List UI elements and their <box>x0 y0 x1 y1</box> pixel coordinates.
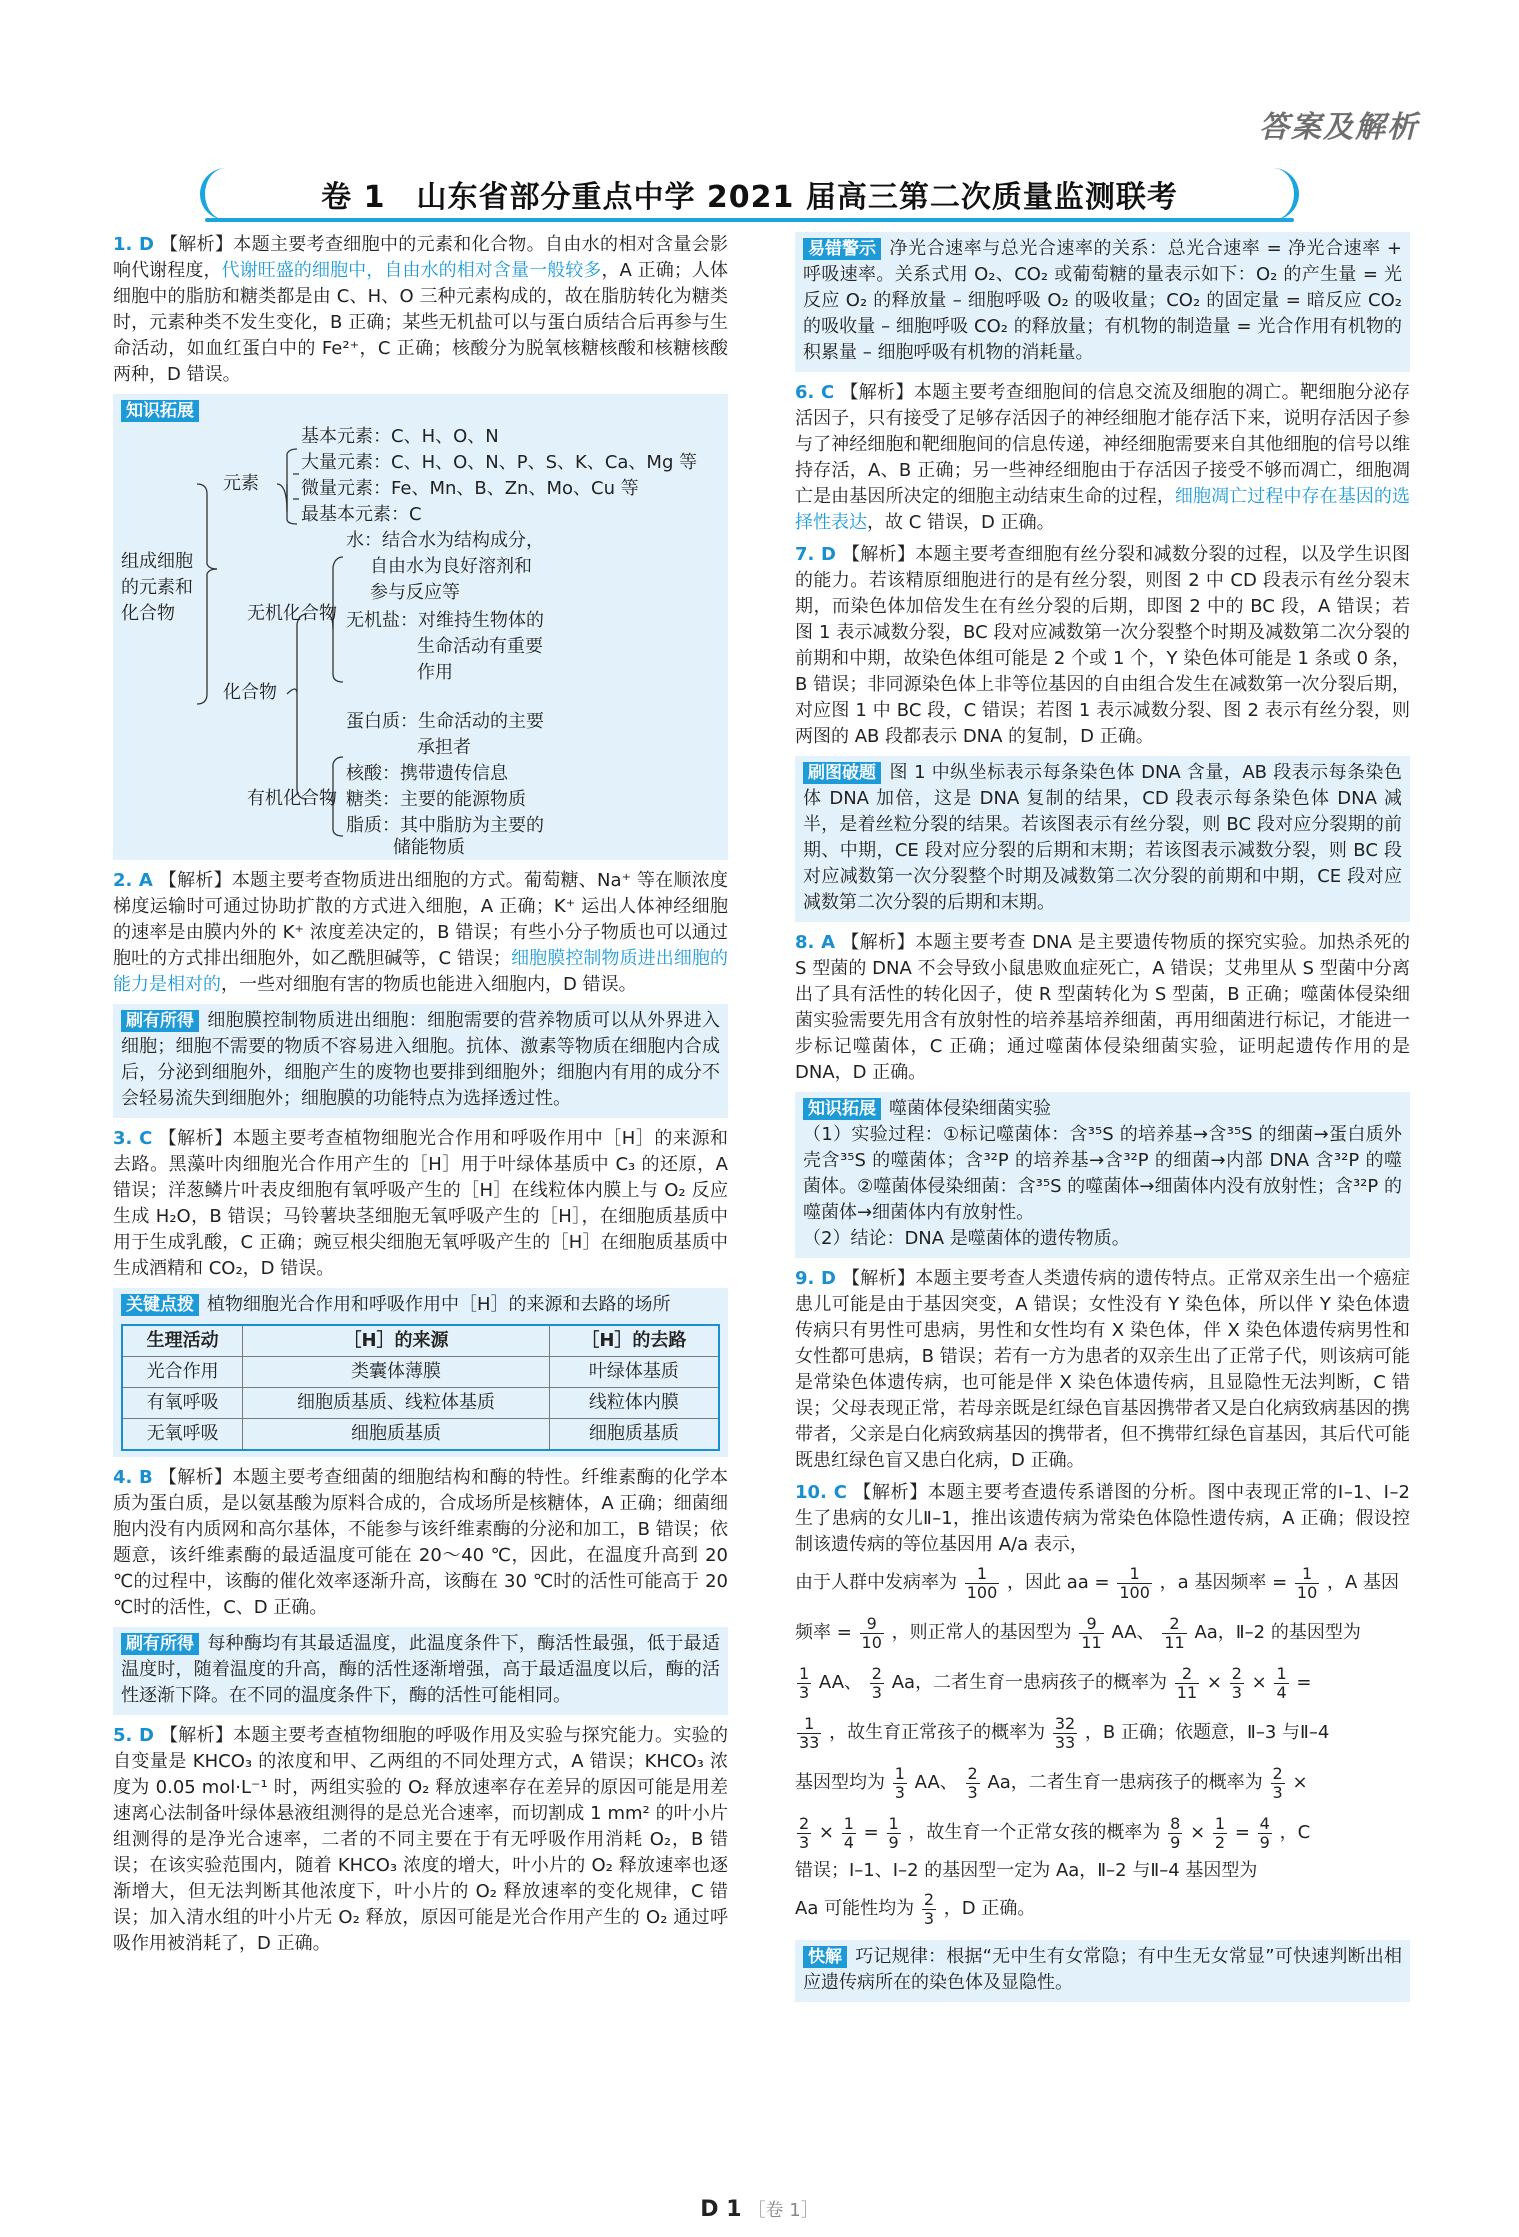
numerator: 2 <box>923 1889 934 1909</box>
question-4 <box>113 1465 728 1621</box>
box-text: 图 1 中纵坐标表示每条染色体 DNA 含量，AB 段表示每条染色体 DNA 加倍，这是 DNA 复制的结果，CD 段表示每条染色体 DNA 减半，是着丝粒分裂的结果。若该图表示有丝分裂，则 BC 段对应分裂期的前期、中期，CE 段对应分裂的后期和末期；若该图表示减数分裂，则 BC 段对应减数第一次分裂整个时期及减数第二次分裂的前期和中期，CE 段对应减数第二次分裂的后期和末期。 <box>803 762 1402 913</box>
denominator: 10 <box>861 1632 882 1652</box>
math-text: × <box>818 1822 835 1843</box>
question-number: 2. A <box>113 870 153 891</box>
gain-box <box>113 1004 728 1118</box>
numerator: 1 <box>1117 1565 1152 1584</box>
math-text: Aa，二者生育一患病孩子的概率为 <box>987 1772 1263 1793</box>
denominator: 11 <box>1176 1682 1198 1702</box>
question-number: 6. C <box>795 382 835 403</box>
denominator: 11 <box>1081 1632 1102 1652</box>
fraction <box>893 1765 907 1802</box>
box-text: （2）结论：DNA 是噬菌体的遗传物质。 <box>803 1228 1130 1249</box>
fraction <box>1274 1665 1288 1702</box>
math-text: ，D 正确。 <box>943 1898 1036 1919</box>
tree-nucleic: 核酸：携带遗传信息 <box>346 763 508 784</box>
answer-text: ，A 正确；人体细胞中的脂肪和糖类都是由 C、H、O 三种元素构成的，故在脂肪转化为糖类时，元素种类不发生变化，B 正确；某些无机盐可以与蛋白质结合后再参与生命活动，如血红蛋白中的 Fe²⁺，C 正确；核酸分为脱氧核糖核酸和核糖核酸两种，D 错误。 <box>113 260 729 385</box>
page-number: D 1 <box>700 2197 742 2222</box>
math-line <box>795 1858 1410 1884</box>
table-cell: 线粒体内膜 <box>549 1388 719 1419</box>
answer-text: 【解析】本题主要考查细胞间的信息交流及细胞的凋亡。靶细胞分泌存活因子，只有接受了足够存活因子的神经细胞才能存活下来，说明存活因子参与了神经细胞和靶细胞间的信息传递，神经细胞需要来自其他细胞的信号以维持存活，A、B 正确；另一些神经细胞由于存活因子接受不够而凋亡，细胞凋亡是由基因所决定的细胞主动结束生命的过程， <box>795 382 1411 507</box>
math-text: AA、 <box>818 1672 863 1693</box>
denominator: 100 <box>1119 1582 1150 1602</box>
denominator: 4 <box>1276 1682 1287 1702</box>
tree-water-3: 参与反应等 <box>370 582 460 603</box>
question-5 <box>113 1723 728 1957</box>
denominator: 10 <box>1296 1582 1318 1602</box>
math-text: Aa，二者生育一患病孩子的概率为 <box>891 1672 1168 1693</box>
answer-text: 【解析】本题主要考查 DNA 是主要遗传物质的探究实验。加热杀死的 S 型菌的 DNA 不会导致小鼠患败血症死亡，A 错误；艾弗里从 S 型菌中分离出了具有活性的转化因子，使 R 型菌转化为 S 型菌，B 正确；噬菌体侵染细菌实验需要先用含有放射性的培养基培养细菌，再用细菌进行标记，才能进一步标记噬菌体，C 正确；通过噬菌体侵染细菌实验，证明起遗传作用的是 DNA，D 正确。 <box>795 932 1410 1083</box>
denominator: 3 <box>967 1782 978 1802</box>
numerator: 1 <box>1214 1813 1226 1833</box>
gain-tag: 刷有所得 <box>121 1010 199 1032</box>
fraction <box>1271 1765 1285 1802</box>
tree-basic-elements: 基本元素：C、H、O、N <box>301 426 499 447</box>
math-line <box>795 1558 1410 1608</box>
knowledge-box <box>795 1092 1410 1258</box>
tree-water-1: 水：结合水为结构成分， <box>346 530 544 551</box>
tree-sugar: 糖类：主要的能源物质 <box>346 789 526 810</box>
numerator: 9 <box>1079 1615 1103 1634</box>
knowledge-tag: 知识拓展 <box>803 1098 881 1120</box>
fraction <box>1295 1565 1319 1602</box>
answer-text: 【解析】本题主要考查物质进出细胞的方式。葡萄糖、Na⁺ 等在顺浓度梯度运输时可通过协助扩散的方式进入细胞，A 正确；K⁺ 运出人体神经细胞的速率是由膜内外的 K⁺ 浓度差决定的，B 错误；有些小分子物质也可以通过胞吐的方式排出细胞外，如乙酰胆碱等，C 错误； <box>113 870 728 969</box>
fraction <box>797 1665 811 1702</box>
numerator: 2 <box>1175 1665 1199 1684</box>
math-text: ，故生育一个正常女孩的概率为 <box>908 1822 1161 1843</box>
page-footer <box>0 2196 1519 2222</box>
box-text: 净光合速率与总光合速率的关系：总光合速率 = 净光合速率 + 呼吸速率。关系式用 O₂、CO₂ 或葡萄糖的量表示如下：O₂ 的产生量 = 光反应 O₂ 的释放量 – 细胞呼吸 O₂ 的吸收量；CO₂ 的固定量 = 暗反应 CO₂ 的吸收量 – 细胞呼吸 CO₂ 的释放量；有机物的制造量 = 光合作用有机物的积累量 – 细胞呼吸有机物的消耗量。 <box>803 238 1402 363</box>
answer-text: 【解析】本题主要考查遗传系谱图的分析。图中表现正常的Ⅰ–1、Ⅰ–2 生了患病的女儿Ⅱ–1，推出该遗传病为常染色体隐性遗传病，A 正确；假设控制该遗传病的等位基因用 A/a 表示， <box>795 1482 1410 1555</box>
table-cell: 叶绿体基质 <box>549 1357 719 1388</box>
math-text: ，C <box>1279 1822 1311 1843</box>
math-line <box>795 1608 1410 1658</box>
fraction <box>860 1615 884 1652</box>
fraction <box>966 1765 980 1802</box>
highlight-text: 细胞膜控制物质进出细胞的能力是相对的 <box>113 948 728 995</box>
math-text: = <box>1234 1822 1250 1843</box>
denominator: 2 <box>1214 1832 1226 1852</box>
tree-salt-1: 无机盐：对维持生物体的 <box>346 610 544 631</box>
box-text: （1）实验过程：①标记噬菌体：含³⁵S 的培养基→含³⁵S 的细菌→蛋白质外壳含³⁵S 的噬菌体；含³²P 的培养基→含³²P 的细菌→内部 DNA 含³²P 的噬菌体。②噬菌体侵染细菌：含³⁵S 的噬菌体→细菌体内没有放射性；含³²P 的噬菌体→细菌体内有放射性。 <box>803 1124 1402 1223</box>
quick-solve-tag: 快解 <box>803 1946 847 1968</box>
header-right-title: 答案及解析 <box>1259 110 1419 145</box>
math-line <box>795 1708 1410 1758</box>
denominator: 3 <box>1272 1782 1283 1802</box>
key-point-tag: 关键点拨 <box>121 1294 199 1316</box>
fraction <box>1168 1815 1182 1852</box>
answer-text: 【解析】本题主要考查细菌的细胞结构和酶的特性。纤维素酶的化学本质为蛋白质，是以氨基酸为原料合成的，合成场所是核糖体，A 正确；细菌细胞内没有内质网和高尔基体，不能参与该纤维素酶的分泌和加工，B 错误；依题意，该纤维素酶的最适温度可能在 20～40 ℃，因此，在温度升高到 20 ℃的过程中，该酶的催化效率逐渐升高，该酶在 30 ℃时的活性可能高于 20 ℃时的活性，C、D 正确。 <box>113 1467 728 1618</box>
table-row <box>122 1419 719 1451</box>
question-number: 10. C <box>795 1482 847 1503</box>
answer-text: 【解析】本题主要考查细胞中的元素和化合物。自由水的相对含量会影响代谢程度， <box>113 234 728 281</box>
fraction <box>797 1715 821 1752</box>
question-number: 8. A <box>795 932 836 953</box>
table-row <box>122 1357 719 1388</box>
question-2 <box>113 868 728 998</box>
fraction <box>1213 1815 1227 1852</box>
math-text: 基因型均为 <box>795 1772 885 1793</box>
fraction <box>1258 1815 1272 1852</box>
box-text: 巧记规律：根据“无中生有女常隐；有中生无女常显”可快速判断出相应遗传病所在的染色体及显隐性。 <box>803 1946 1402 1993</box>
numerator: 2 <box>1231 1663 1242 1683</box>
question-number: 1. D <box>113 234 154 255</box>
math-text: AA、 <box>914 1772 958 1793</box>
table-cell: 无氧呼吸 <box>122 1419 243 1451</box>
tree-protein-1: 蛋白质：生命活动的主要 <box>346 711 544 732</box>
key-point-box <box>113 1288 728 1457</box>
math-text: Aa 可能性均为 <box>795 1898 915 1919</box>
fraction <box>1162 1615 1186 1652</box>
question-7 <box>795 542 1410 750</box>
box-text: 植物细胞光合作用和呼吸作用中［H］的来源和去路的场所 <box>207 1294 671 1315</box>
denominator: 3 <box>871 1682 882 1702</box>
numerator: 2 <box>1162 1615 1186 1634</box>
box-title: 噬菌体侵染细菌实验 <box>889 1098 1051 1119</box>
knowledge-tag: 知识拓展 <box>121 400 199 422</box>
math-text: × <box>1190 1822 1206 1843</box>
tree-root-line1: 组成细胞 <box>121 551 193 572</box>
fraction <box>842 1815 856 1852</box>
diagram-tip-tag: 刷图破题 <box>803 762 881 784</box>
math-line <box>795 1758 1410 1808</box>
table-row <box>122 1388 719 1419</box>
element-tree <box>121 424 720 858</box>
fraction <box>1053 1715 1077 1752</box>
numerator: 2 <box>1272 1763 1283 1783</box>
numerator: 1 <box>1276 1663 1287 1683</box>
denominator: 33 <box>799 1732 820 1752</box>
table-cell: 类囊体薄膜 <box>243 1357 550 1388</box>
tree-root-line2: 的元素和 <box>121 577 193 598</box>
answer-text: 【解析】本题主要考查植物细胞光合作用和呼吸作用中［H］的来源和去路。黑藻叶肉细胞光合作用产生的［H］用于叶绿体基质中 C₃ 的还原，A 错误；洋葱鳞片叶表皮细胞有氧呼吸产生的［H］在线粒体内膜上与 O₂ 反应生成 H₂O，B 错误；马铃薯块茎细胞无氧呼吸产生的［H］，在细胞质基质中用于生成乳酸，C 正确；豌豆根尖细胞无氧呼吸产生的［H］在细胞质基质中生成酒精和 CO₂，D 错误。 <box>113 1128 728 1279</box>
denominator: 3 <box>1231 1682 1242 1702</box>
numerator: 8 <box>1170 1813 1181 1833</box>
table-cell: 有氧呼吸 <box>122 1388 243 1419</box>
math-text: × <box>1251 1672 1267 1693</box>
denominator: 100 <box>966 1582 998 1602</box>
numerator: 1 <box>797 1715 821 1734</box>
title-bar <box>200 168 1299 220</box>
table-cell: 细胞质基质 <box>243 1419 550 1451</box>
question-number: 4. B <box>113 1467 153 1488</box>
math-text: = <box>863 1822 879 1843</box>
denominator: 9 <box>888 1832 899 1852</box>
table-cell: 细胞质基质、线粒体基质 <box>243 1388 550 1419</box>
box-text: 每种酶均有其最适温度，此温度条件下，酶活性最强，低于最适温度时，随着温度的升高，酶的活性逐渐增强，高于最适温度以后，酶的活性逐渐下降。在不同的温度条件下，酶的活性可能相同。 <box>121 1633 720 1706</box>
math-text: × <box>1292 1772 1308 1793</box>
math-text: 频率 = <box>795 1622 852 1643</box>
math-text: × <box>1206 1672 1222 1693</box>
math-text: ，B 正确；依题意，Ⅱ–3 与Ⅱ–4 <box>1084 1722 1330 1743</box>
tree-salt-3: 作用 <box>417 662 453 683</box>
numerator: 1 <box>894 1763 905 1783</box>
tree-macro-elements: 大量元素：C、H、O、N、P、S、K、Ca、Mg 等 <box>301 452 698 473</box>
left-column <box>113 232 728 1963</box>
answer-text: 【解析】本题主要考查细胞有丝分裂和减数分裂的过程，以及学生识图的能力。若该精原细胞进行的是有丝分裂，则图 2 中 CD 段表示有丝分裂末期，而染色体加倍发生在有丝分裂的后期，即图 2 中的 BC 段，A 错误；若图 1 表示减数分裂，BC 段对应减数第一次分裂整个时期及减数第二次分裂的前期和中期，故染色体组可能是 2 个或 1 个，Y 染色体可能是 1 条或 0 条，B 错误；非同源染色体上非等位基因的自由组合发生在减数第一次分裂后期，对应图 1 中 BC 段，C 错误；若图 1 表示减数分裂、图 2 表示有丝分裂，则两图的 AB 段都表示 DNA 的复制，D 正确。 <box>795 544 1410 747</box>
denominator: 4 <box>843 1832 854 1852</box>
fraction <box>1175 1665 1199 1702</box>
denominator: 3 <box>894 1782 905 1802</box>
fraction <box>887 1815 901 1852</box>
fraction <box>965 1565 1000 1602</box>
denominator: 33 <box>1054 1732 1076 1752</box>
tree-root-line3: 化合物 <box>121 603 175 624</box>
question-1 <box>113 232 728 388</box>
denominator: 3 <box>799 1832 810 1852</box>
denominator: 3 <box>799 1682 810 1702</box>
question-8 <box>795 930 1410 1086</box>
hydrogen-table <box>121 1324 720 1451</box>
numerator: 1 <box>799 1663 810 1683</box>
numerator: 1 <box>888 1813 899 1833</box>
numerator: 4 <box>1259 1813 1270 1833</box>
math-text: = <box>1296 1672 1312 1693</box>
numerator: 32 <box>1054 1713 1076 1733</box>
tree-micro-elements: 微量元素：Fe、Mn、B、Zn、Mo、Cu 等 <box>301 478 639 499</box>
numerator: 2 <box>871 1663 882 1683</box>
tree-elements: 元素 <box>223 473 259 494</box>
answer-text: ，一些对细胞有害的物质也能进入细胞内，D 错误。 <box>221 974 637 995</box>
table-header-row <box>122 1325 719 1357</box>
fraction <box>922 1891 936 1928</box>
math-text: ，则正常人的基因型为 <box>891 1622 1072 1643</box>
tree-organic: 有机化合物 <box>247 788 337 809</box>
question-number: 3. C <box>113 1128 153 1149</box>
tree-lipid-1: 脂质：其中脂肪为主要的 <box>346 815 544 836</box>
math-text: ，a 基因频率 = <box>1159 1572 1288 1593</box>
table-cell: 光合作用 <box>122 1357 243 1388</box>
highlight-text: 代谢旺盛的细胞中，自由水的相对含量一般较多 <box>221 260 602 281</box>
answer-text: 【解析】本题主要考查人类遗传病的遗传特点。正常双亲生出一个癌症患儿可能是由于基因突变，A 错误；女性没有 Y 染色体，所以伴 Y 染色体遗传病只有男性可患病，男性和女性均有 X 染色体，伴 X 染色体遗传病男性和女性都可患病，B 错误；若有一方为患者的双亲生出了正常子代，则该病可能是常染色体遗传病，也可能是伴 X 染色体遗传病，且显隐性无法判断，C 错误；父母表现正常，若母亲既是红绿色盲基因携带者又是白化病致病基因的携带者，父亲是白化病致病基因的携带者，但不携带红绿色盲基因，其后代可能既患红绿色盲又患白化病，D 正确。 <box>795 1268 1410 1471</box>
math-text: ，A 基因 <box>1327 1572 1400 1593</box>
math-text: ，故生育正常孩子的概率为 <box>829 1722 1046 1743</box>
denominator: 9 <box>1170 1832 1181 1852</box>
knowledge-box <box>113 394 728 860</box>
fraction <box>870 1665 884 1702</box>
answer-text: 【解析】本题主要考查植物细胞的呼吸作用及实验与探究能力。实验的自变量是 KHCO₃ 的浓度和甲、乙两组的不同处理方式，A 错误；KHCO₃ 浓度为 0.05 mol·L⁻¹ 时，两组实验的 O₂ 释放速率存在差异的原因可能是用差速离心法制备叶绿体悬液组测得的是总光合速率，而切割成 1 mm² 的叶小片组测得的是净光合速率，二者的不同主要在于有无呼吸作用消耗 O₂，B 错误；在该实验范围内，随着 KHCO₃ 浓度的增大，叶小片的 O₂ 释放速率也逐渐增大，但无法判断其他浓度下，叶小片的 O₂ 释放速率的变化规律，C 错误；加入清水组的叶小片无 O₂ 释放，原因可能是光合作用产生的 O₂ 通过呼吸作用被消耗了，D 正确。 <box>113 1725 728 1954</box>
numerator: 2 <box>967 1763 978 1783</box>
numerator: 9 <box>860 1615 884 1634</box>
fraction <box>1117 1565 1152 1602</box>
numerator: 2 <box>799 1813 810 1833</box>
math-line <box>795 1658 1410 1708</box>
denominator: 11 <box>1164 1632 1185 1652</box>
gain-tag: 刷有所得 <box>121 1633 199 1655</box>
numerator: 1 <box>1295 1565 1319 1584</box>
quick-solve-box <box>795 1940 1410 2002</box>
question-6 <box>795 380 1410 536</box>
denominator: 3 <box>923 1908 934 1928</box>
highlight-text: 细胞凋亡过程中存在基因的选择性表达 <box>795 486 1411 533</box>
gain-box <box>113 1627 728 1715</box>
error-warning-tag: 易错警示 <box>803 238 881 260</box>
math-text: 由于人群中发病率为 <box>795 1572 957 1593</box>
fraction <box>1230 1665 1244 1702</box>
fraction <box>797 1815 811 1852</box>
denominator: 9 <box>1259 1832 1270 1852</box>
fraction <box>1079 1615 1103 1652</box>
tree-inorganic: 无机化合物 <box>247 603 337 624</box>
question-3 <box>113 1126 728 1282</box>
question-number: 7. D <box>795 544 836 565</box>
table-header: ［H］的来源 <box>243 1325 550 1357</box>
tree-compounds: 化合物 <box>223 682 277 703</box>
tree-most-basic-element: 最基本元素：C <box>301 504 422 525</box>
math-text: AA、 <box>1111 1622 1155 1643</box>
table-header: ［H］的去路 <box>549 1325 719 1357</box>
question-number: 9. D <box>795 1268 836 1289</box>
question-9 <box>795 1266 1410 1474</box>
error-warning-box <box>795 232 1410 372</box>
question-number: 5. D <box>113 1725 154 1746</box>
right-column <box>795 232 1410 2010</box>
tree-protein-2: 承担者 <box>417 737 471 758</box>
math-line <box>795 1884 1410 1934</box>
box-text: 细胞膜控制物质进出细胞：细胞需要的营养物质可以从外界进入细胞；细胞不需要的物质不容易进入细胞。抗体、激素等物质在细胞内合成后，分泌到细胞外，细胞产生的废物也要排到细胞外；细胞内有用的成分不会轻易流失到细胞外；细胞膜的功能特点为选择透过性。 <box>121 1010 720 1109</box>
table-header: 生理活动 <box>122 1325 243 1357</box>
math-text: ，因此 aa = <box>1007 1572 1110 1593</box>
numerator: 1 <box>843 1813 854 1833</box>
math-text: 错误；Ⅰ–1、Ⅰ–2 的基因型一定为 Aa，Ⅱ–2 与Ⅱ–4 基因型为 <box>795 1860 1258 1881</box>
tree-salt-2: 生命活动有重要 <box>417 636 543 657</box>
answer-text: ，故 C 错误，D 正确。 <box>867 512 1055 533</box>
table-cell: 细胞质基质 <box>549 1419 719 1451</box>
tree-water-2: 自由水为良好溶剂和 <box>370 556 532 577</box>
tree-lipid-2: 储能物质 <box>393 837 465 858</box>
page-title: 卷 1 山东省部分重点中学 2021 届高三第二次质量监测联考 <box>321 180 1178 215</box>
question-10 <box>795 1480 1410 1934</box>
numerator: 1 <box>965 1565 1000 1584</box>
math-text: Aa，Ⅱ–2 的基因型为 <box>1194 1622 1361 1643</box>
diagram-tip-box <box>795 756 1410 922</box>
math-line <box>795 1808 1410 1858</box>
volume-label: ［卷 1］ <box>747 2200 819 2221</box>
